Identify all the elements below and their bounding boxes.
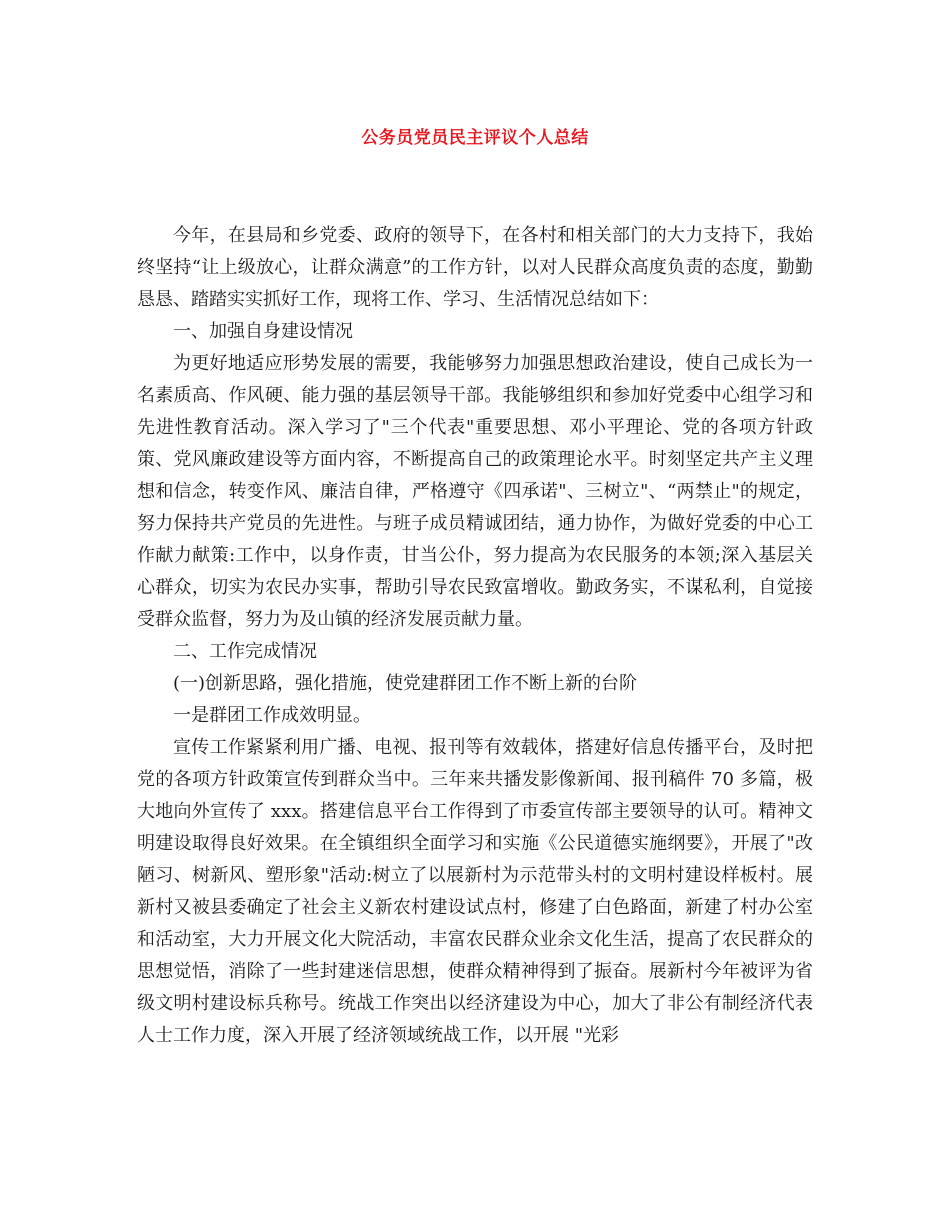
point-heading-mass-work: 一是群团工作成效明显。 <box>173 705 371 726</box>
section-heading-work-completion: 二、工作完成情况 <box>173 641 317 662</box>
subsection-heading-party-building: (一)创新思路，强化措施，使党建群团工作不断上新的台阶 <box>173 673 638 694</box>
document-title: 公务员党员民主评议个人总结 <box>361 128 589 148</box>
document-body <box>137 220 813 1052</box>
paragraph-intro: 今年，在县局和乡党委、政府的领导下，在各村和相关部门的大力支持下，我始终坚持“让上级放心，让群众满意”的工作方针，以对人民群众高度负责的态度，勤勤恳恳、踏踏实实抓好工作，现将工作、学习、生活情况总结如下： <box>137 225 813 310</box>
paragraph-publicity-work: 宣传工作紧紧利用广播、电视、报刊等有效载体，搭建好信息传播平台，及时把党的各项方针政策宣传到群众当中。三年来共播发影像新闻、报刊稿件 70 多篇，极大地向外宣传了 xxx。搭建信息平台工作得到了市委宣传部主要领导的认可。精神文明建设取得良好效果。在全镇组织全面学习和实施《公民道德实施纲要》，开展了"改陋习、树新风、塑形象"活动:树立了以展新村为示范带头村的文明村建设样板村。展新村又被县委确定了社会主义新农村建设试点村，修建了白色路面，新建了村办公室和活动室，大力开展文化大院活动，丰富农民群众业余文化生活，提高了农民群众的思想觉悟，消除了一些封建迷信思想，使群众精神得到了振奋。展新村今年被评为省级文明村建设标兵称号。统战工作突出以经济建设为中心，加大了非公有制经济代表人士工作力度，深入开展了经济领域统战工作，以开展 "光彩 <box>137 737 813 1046</box>
section-heading-self-building: 一、加强自身建设情况 <box>173 321 353 342</box>
paragraph-self-building: 为更好地适应形势发展的需要，我能够努力加强思想政治建设，使自己成长为一名素质高、作风硬、能力强的基层领导干部。我能够组织和参加好党委中心组学习和先进性教育活动。深入学习了"三个代表"重要思想、邓小平理论、党的各项方针政策、党风廉政建设等方面内容，不断提高自己的政策理论水平。时刻坚定共产主义理想和信念，转变作风、廉洁自律，严格遵守《四承诺"、三树立"、“两禁止"的规定，努力保持共产党员的先进性。与班子成员精诚团结，通力协作，为做好党委的中心工作献力献策:工作中，以身作责，甘当公仆，努力提高为农民服务的本领;深入基层关心群众，切实为农民办实事，帮助引导农民致富增收。勤政务实，不谋私利，自觉接受群众监督，努力为及山镇的经济发展贡献力量。 <box>137 353 813 630</box>
